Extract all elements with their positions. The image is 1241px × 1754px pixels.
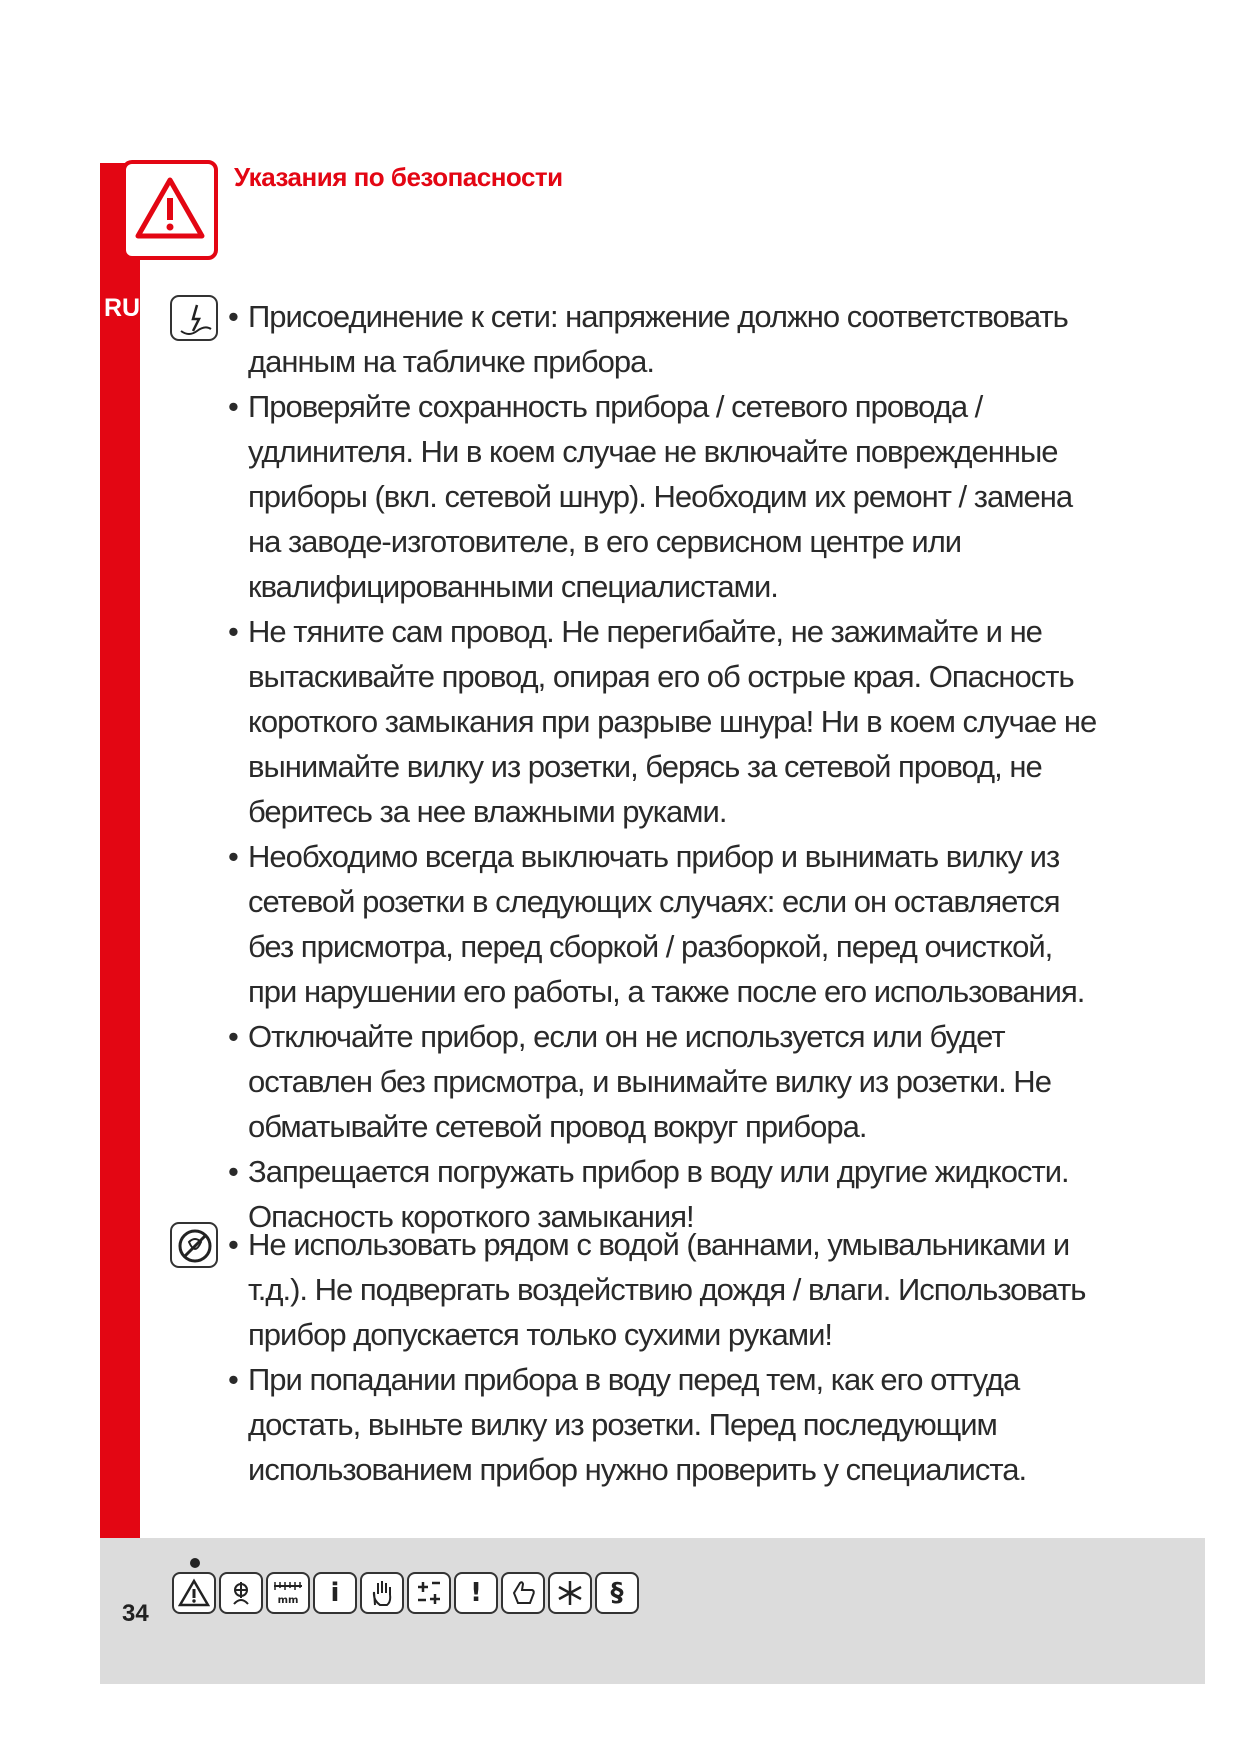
- ruler-mm-icon[interactable]: [266, 1572, 310, 1614]
- list-item: • Необходимо всегда выключать прибор и вынимать вилку из сетевой розетки в следующих случаях: если он оставляется без присмотра, перед сборкой / разборкой, перед очисткой, при нарушении его работы, а также после его использования.: [228, 834, 1108, 1014]
- info-glyph: i: [330, 1578, 340, 1608]
- list-item: • Не тяните сам провод. Не перегибайте, не зажимайте и не вытаскивайте провод, опирая его об острые края. Опасность короткого замыкания при разрыве шнура! Ни в коем случае не вынимайте вилку из розетки, берясь за сетевой провод, не беритесь за нее влажными руками.: [228, 609, 1108, 834]
- page-number: 34: [122, 1600, 149, 1627]
- list-item: • Отключайте прибор, если он не используется или будет оставлен без присмотра, и вынимайте вилку из розетки. Не обматывайте сетевой провод вокруг прибора.: [228, 1014, 1108, 1149]
- warning-icon[interactable]: [172, 1572, 216, 1614]
- thumb-icon[interactable]: [501, 1572, 545, 1614]
- no-water-icon: [170, 1222, 218, 1268]
- section-side-bar: [100, 163, 140, 1538]
- warning-box: [122, 160, 218, 260]
- parts-icon[interactable]: [219, 1572, 263, 1614]
- plus-minus-icon[interactable]: [407, 1572, 451, 1614]
- list-item: • При попадании прибора в воду перед тем, как его оттуда достать, выньте вилку из розетки. Перед последующим использованием прибор нужно проверить у специалиста.: [228, 1357, 1108, 1492]
- list-item: • Не использовать рядом с водой (ваннами, умывальниками и т.д.). Не подвергать воздействию дождя / влаги. Использовать прибор допускается только сухими руками!: [228, 1222, 1108, 1357]
- exclamation-icon[interactable]: [454, 1572, 498, 1614]
- section-title: Указания по безопасности: [234, 162, 563, 192]
- current-section-marker: [190, 1558, 200, 1568]
- warning-triangle-icon: [134, 172, 206, 248]
- language-tag: RU: [104, 294, 141, 322]
- list-item: • Присоединение к сети: напряжение должно соответствовать данным на табличке прибора.: [228, 294, 1108, 384]
- hand-icon[interactable]: [360, 1572, 404, 1614]
- paragraph-glyph: §: [610, 1578, 624, 1608]
- list-item: • Проверяйте сохранность прибора / сетевого провода / удлинителя. Ни в коем случае не включайте поврежденные приборы (вкл. сетевой шнур). Необходим их ремонт / замена на заводе-изготовителе, в его сервисном центре или квалифицированными специалистами.: [228, 384, 1108, 609]
- list-item: • Запрещается погружать прибор в воду или другие жидкости. Опасность короткого замыкания!: [228, 1149, 1108, 1239]
- safety-list-electric: [228, 294, 1108, 1239]
- info-icon[interactable]: [313, 1572, 357, 1614]
- exclamation-glyph: !: [470, 1578, 482, 1608]
- paragraph-icon[interactable]: [595, 1572, 639, 1614]
- snowflake-icon[interactable]: [548, 1572, 592, 1614]
- safety-list-water: [228, 1222, 1108, 1492]
- section-nav: [172, 1572, 639, 1614]
- ruler-unit-label: mm: [277, 1595, 299, 1606]
- plug-electric-icon: [170, 295, 218, 341]
